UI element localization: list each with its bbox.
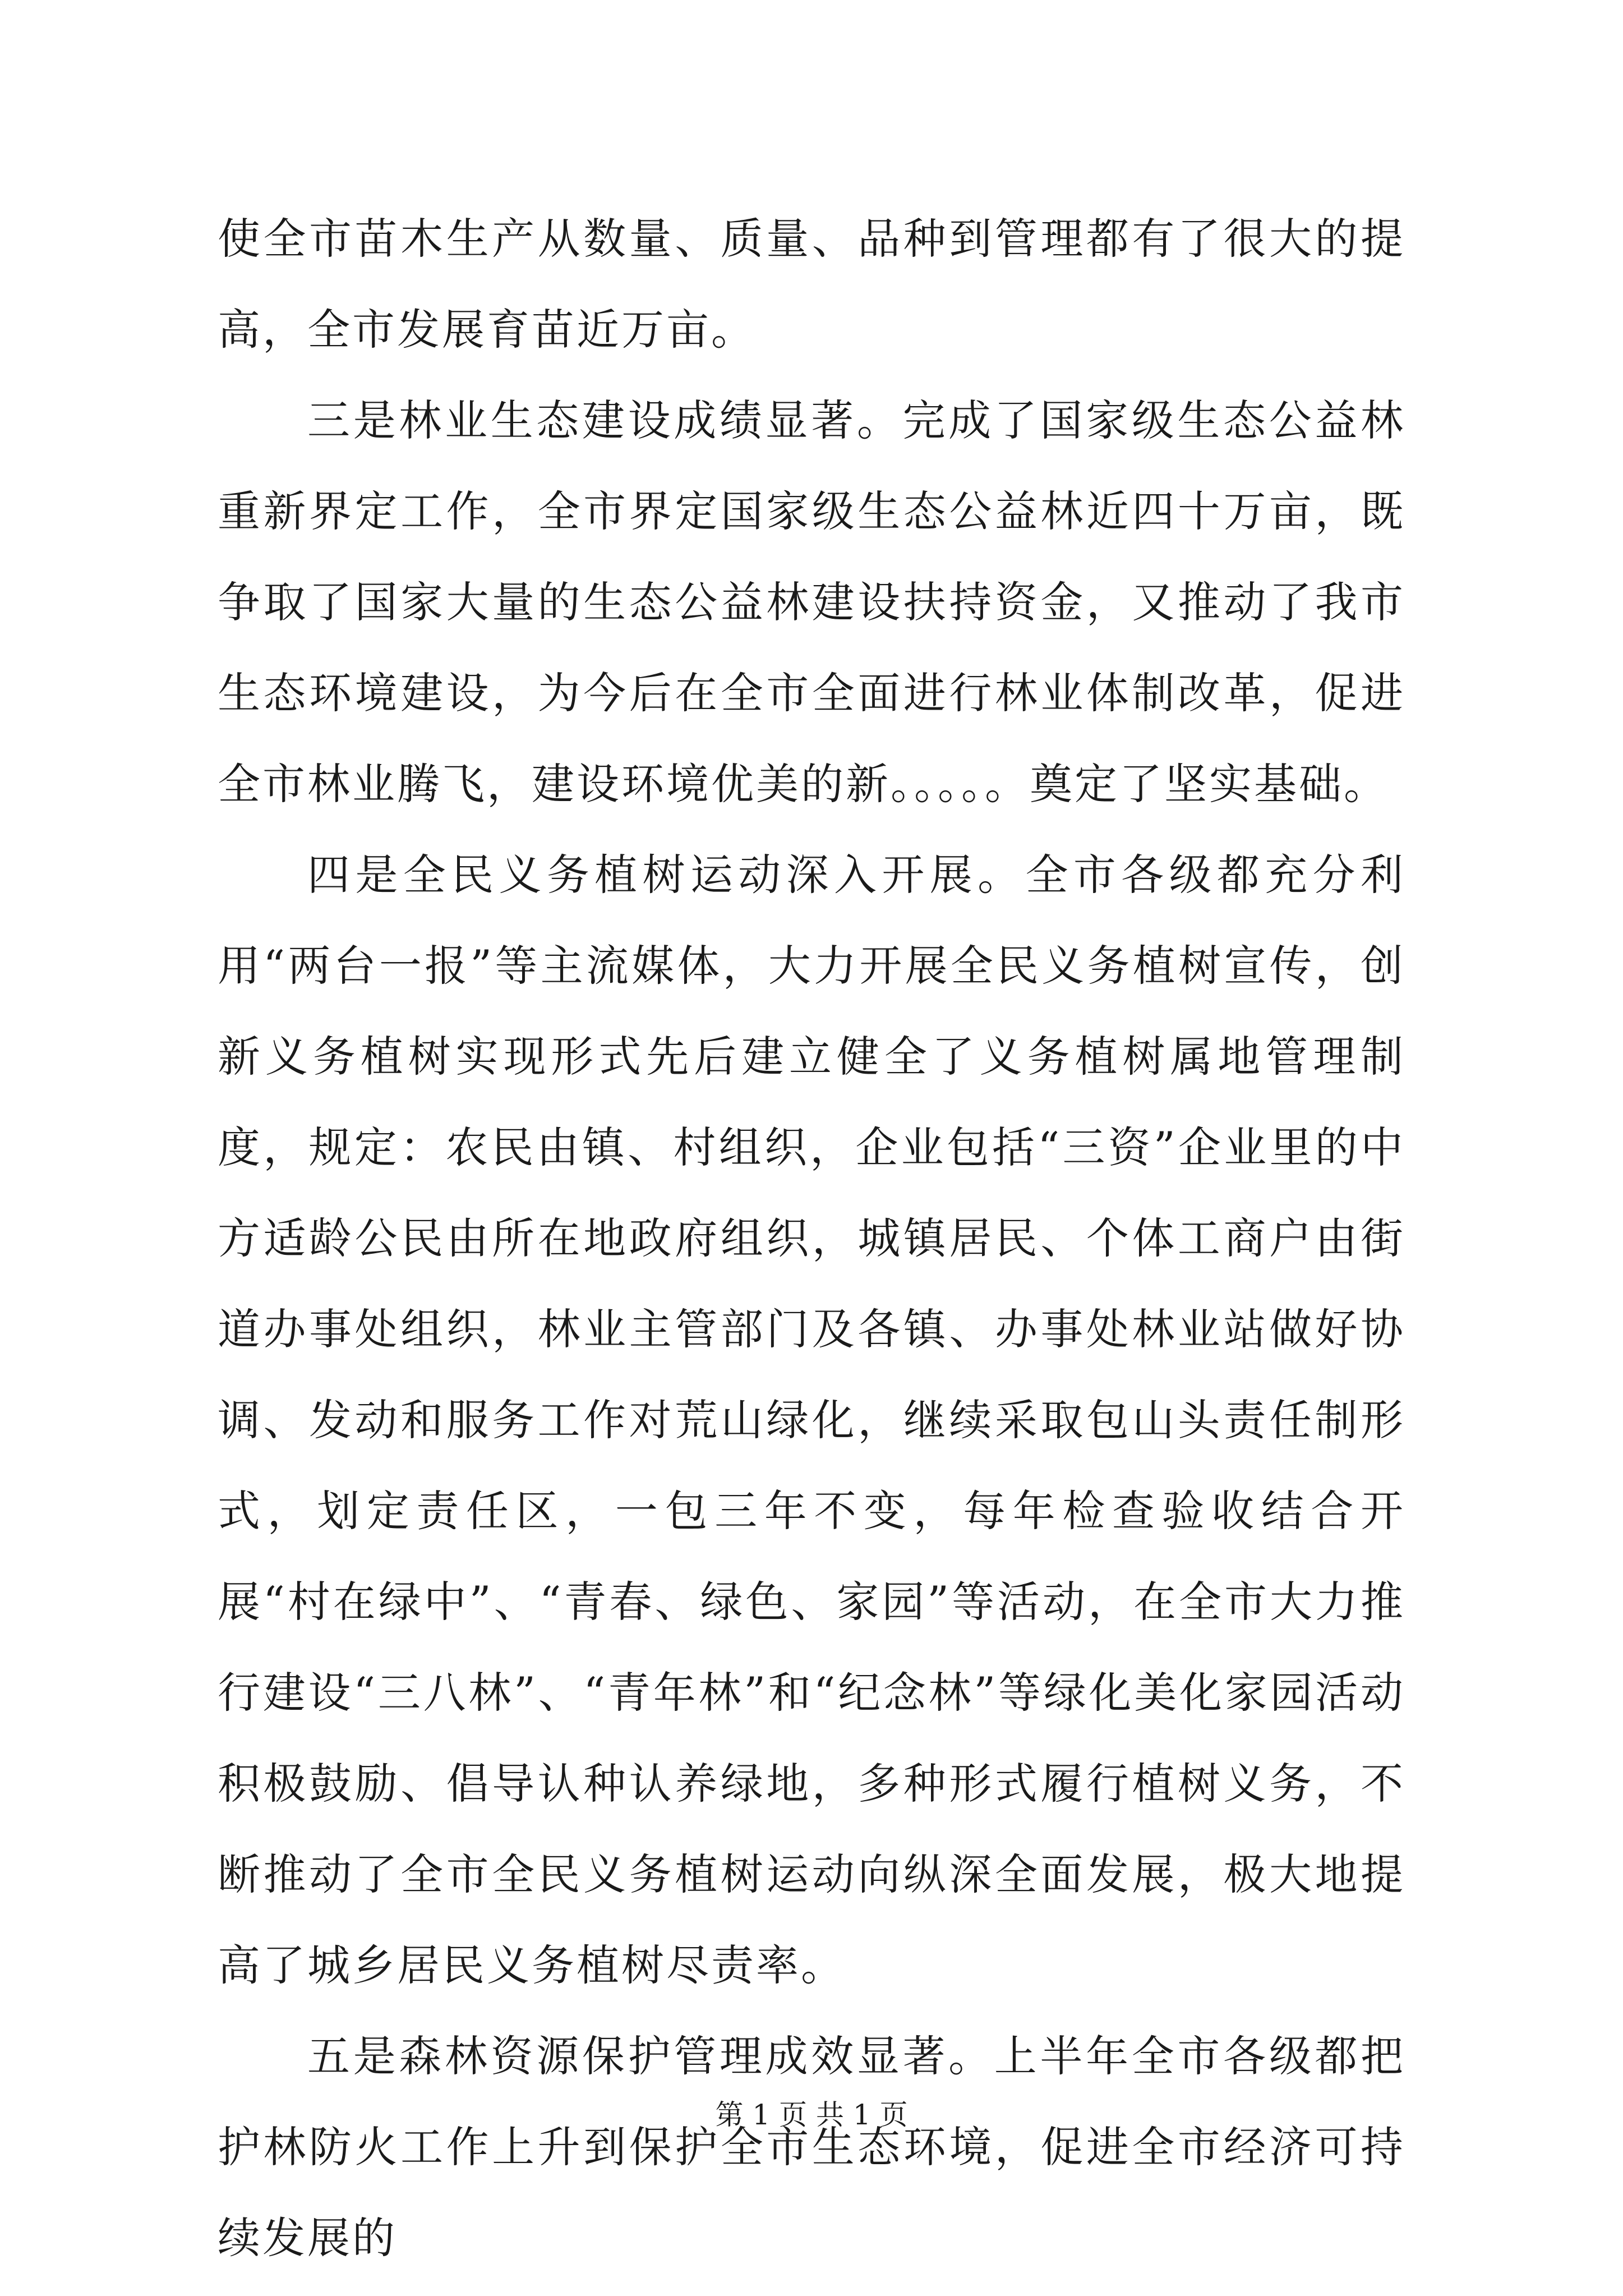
paragraph-4: 五是森林资源保护管理成效显著。上半年全市各级都把护林防火工作上升到保护全市生态环境，促进全市经济可持续发展的	[218, 2031, 1405, 2263]
paragraph-3: 四是全民义务植树运动深入开展。全市各级都充分利用“两台一报”等主流媒体，大力开展全民义务植树宣传，创新义务植树实现形式先后建立健全了义务植树属地管理制度，规定：农民由镇、村组织，企业包括“三资”企业里的中方适龄公民由所在地政府组织，城镇居民、个体工商户由街道办事处组织，林业主管部门及各镇、办事处林业站做好协调、发动和服务工作对荒山绿化，继续采取包山头责任制形式，划定责任区，一包三年不变，每年检查验收结合开展“村在绿中”、“青春、绿色、家园”等活动，在全市大力推行建设“三八林”、“青年林”和“纪念林”等绿化美化家园活动积极鼓励、倡导认种认养绿地，多种形式履行植树义务，不断推动了全市全民义务植树运动向纵深全面发展，极大地提高了城乡居民义务植树尽责率。	[218, 850, 1405, 1990]
paragraph-2: 三是林业生态建设成绩显著。完成了国家级生态公益林重新界定工作，全市界定国家级生态公益林近四十万亩，既争取了国家大量的生态公益林建设扶持资金，又推动了我市生态环境建设，为今后在全市全面进行林业体制改革，促进全市林业腾飞，建设环境优美的新。。。。。奠定了坚实基础。	[218, 395, 1405, 809]
page-footer: 第 1 页 共 1 页	[715, 2099, 908, 2131]
document-body	[218, 194, 1405, 2284]
paragraph-1: 使全市苗木生产从数量、质量、品种到管理都有了很大的提高，全市发展育苗近万亩。	[218, 214, 1405, 355]
